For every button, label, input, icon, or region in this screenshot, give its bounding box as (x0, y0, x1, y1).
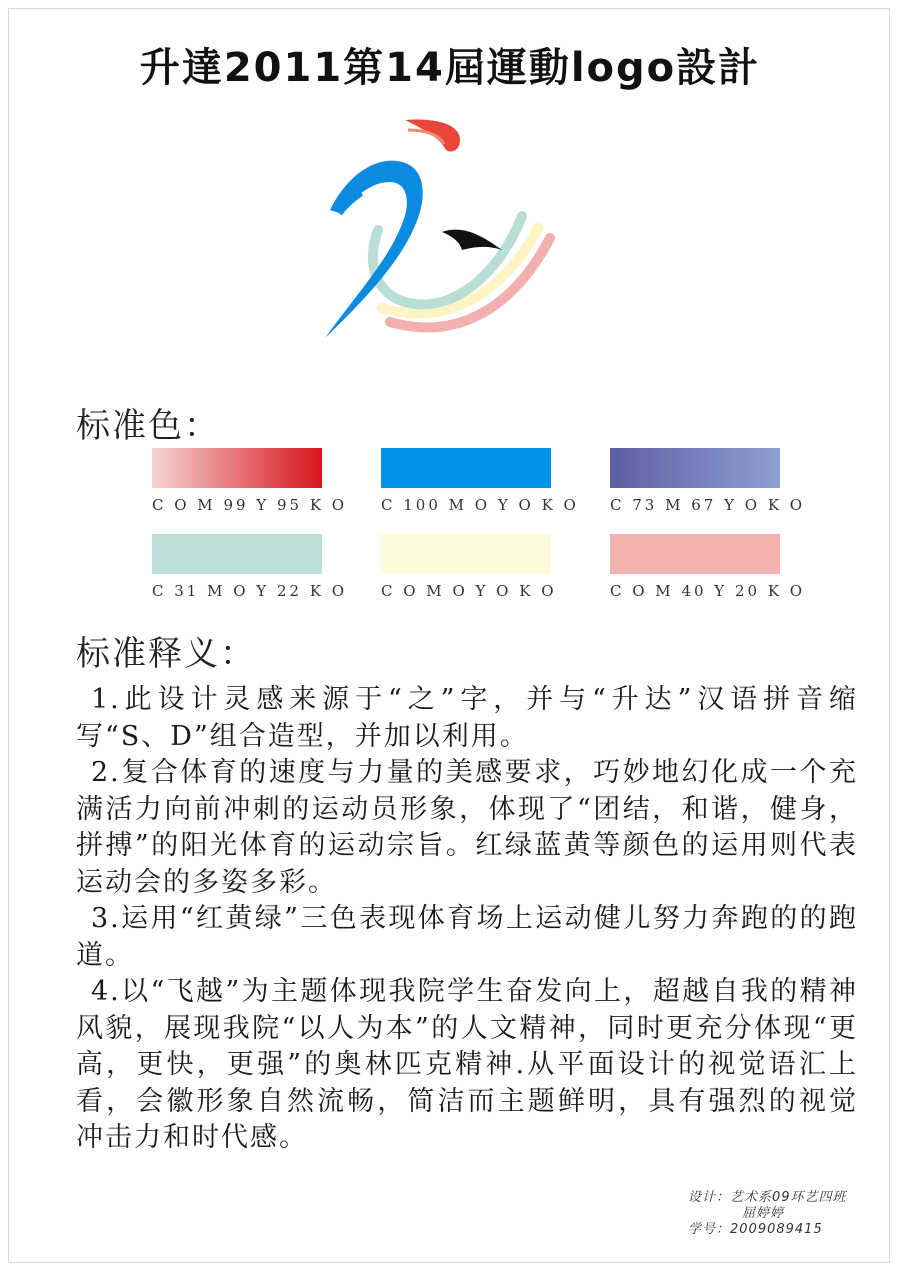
swatch-code: C 31 M O Y 22 K O (152, 582, 348, 600)
meaning-body (76, 682, 858, 1157)
swatch-chip (610, 534, 780, 574)
credit-name: 屈婷婷 (742, 1206, 785, 1221)
swatch-yellow (381, 534, 557, 600)
swatch-code: C O M O Y O K O (381, 582, 557, 600)
swatch-code: C 100 M O Y O K O (381, 496, 579, 514)
swatch-code: C 73 M 67 Y O K O (610, 496, 806, 514)
logo-black-swoosh (442, 230, 502, 250)
standard-colors-heading: 标准色： (76, 406, 220, 446)
meaning-paragraph-1: 1.此设计灵感来源于“之”字，并与“升达”汉语拼音缩写“S、D”组合造型，并加以利用。 (76, 684, 858, 752)
meaning-paragraph-2: 2.复合体育的速度与力量的美感要求，巧妙地幻化成一个充满活力向前冲刺的运动员形象，体现了“团结，和谐，健身，拼搏”的阳光体育的运动宗旨。红绿蓝黄等颜色的运用则代表运动会的多姿多彩。 (76, 757, 858, 898)
swatch-code: C O M 40 Y 20 K O (610, 582, 806, 600)
color-swatch-grid (152, 448, 806, 608)
designer-credit (688, 1190, 888, 1238)
swatch-red (152, 448, 348, 514)
swatch-chip (381, 534, 551, 574)
swatch-green (152, 534, 348, 600)
meaning-paragraph-3: 3.运用“红黄绿”三色表现体育场上运动健儿努力奔跑的的跑道。 (76, 903, 858, 971)
swatch-code: C O M 99 Y 95 K O (152, 496, 348, 514)
sports-meet-logo (310, 110, 580, 350)
meaning-paragraph-4: 4.以“飞越”为主题体现我院学生奋发向上，超越自我的精神风貌，展现我院“以人为本”的人文精神，同时更充分体现“更高，更快，更强”的奥林匹克精神.从平面设计的视觉语汇上看，会徽形象自然流畅，简洁而主题鲜明，具有强烈的视觉冲击力和时代感。 (76, 976, 858, 1153)
standard-meaning-heading: 标准释义： (76, 634, 256, 674)
swatch-chip (381, 448, 551, 488)
swatch-purple (610, 448, 806, 514)
swatch-blue (381, 448, 579, 514)
page-title: 升達2011第14屆運動logo設計 (139, 45, 761, 91)
credit-class: 设计：艺术系09环艺四班 (688, 1190, 847, 1205)
swatch-chip (152, 534, 322, 574)
swatch-chip (152, 448, 322, 488)
credit-student-id: 学号：2009089415 (688, 1222, 823, 1237)
swatch-pink (610, 534, 806, 600)
swatch-chip (610, 448, 780, 488)
